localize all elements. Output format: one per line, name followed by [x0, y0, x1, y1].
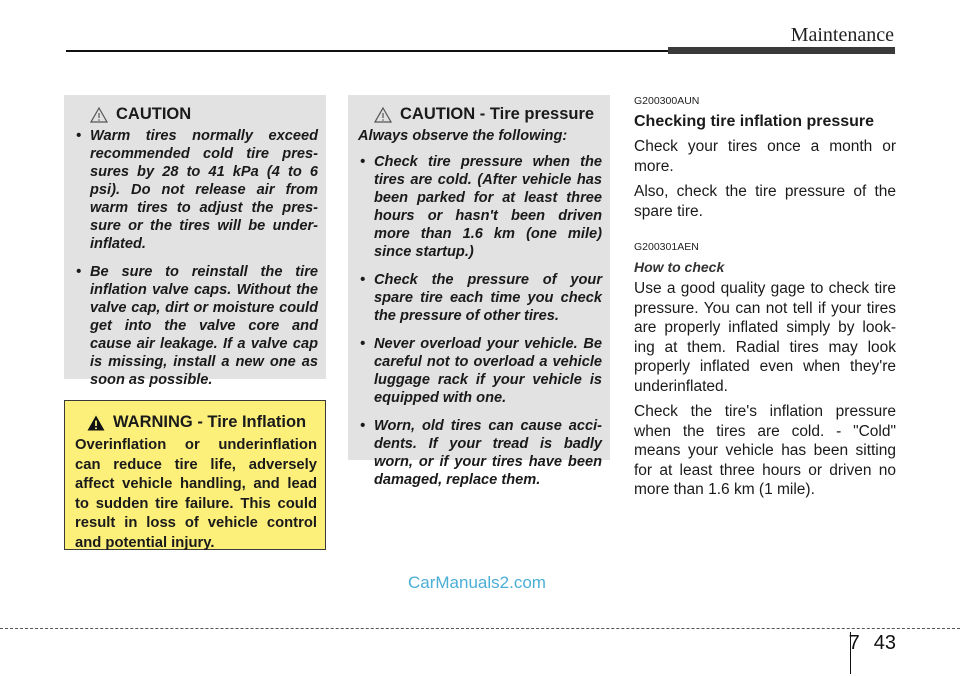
caution-item: • Be sure to reinstall the tire inflation valve caps. Without the valve cap, dirt or moisture could get into the valve core and cause air leakage. If a valve cap is missing, install a new one as soon as possible. — [74, 263, 318, 389]
caution-item: • Never overload your vehicle. Be careful not to overload a vehicle luggage rack if your vehicle is equipped with one. — [358, 335, 602, 407]
paragraph: Also, check the tire pressure of the spare tire. — [634, 183, 896, 220]
caution-triangle-icon — [90, 107, 108, 123]
caution-tire-pressure-title — [374, 105, 602, 124]
warning-triangle-icon — [87, 415, 105, 431]
warning-box — [64, 400, 326, 550]
section-title: Maintenance — [790, 24, 894, 46]
caution-tire-pressure-box — [348, 95, 610, 488]
subheading: How to check — [634, 259, 725, 275]
caution-title — [90, 105, 318, 124]
warning-title — [87, 413, 317, 432]
caution-tire-pressure-list — [358, 153, 602, 489]
caution-item: • Warm tires normally exceed recommended cold tire pres-sures by 28 to 41 kPa (4 to 6 psi). Do not release air from warm tires to adjust the pres-sure or the tires will be under-inflated. — [74, 127, 318, 253]
paragraph: Check your tires once a month or more. — [634, 138, 896, 175]
header-bar — [668, 47, 895, 54]
caution-triangle-icon — [374, 107, 392, 123]
header-rule — [66, 50, 670, 52]
caution-item: • Worn, old tires can cause acci-dents. If your tread is badly worn, or if your tires have been damaged, replace them. — [358, 417, 602, 489]
caution-list — [74, 127, 318, 389]
main-text-column — [634, 95, 896, 506]
caution-intro: Always observe the following: — [358, 128, 568, 144]
section-code: G200301AEN — [634, 241, 699, 253]
caution-title-text: CAUTION — [116, 105, 192, 123]
section-heading: Checking tire inflation pressure — [634, 113, 875, 130]
footer-rule — [0, 628, 960, 629]
paragraph: Use a good quality gage to check tire pressure. You can not tell if your tires are properly inflated simply by look-ing at them. Radial tires may look properly inflated even when they're underinflated. — [634, 280, 896, 395]
chapter-number: 7 — [848, 632, 860, 654]
paragraph: Check the tire's inflation pressure when the tires are cold. - "Cold" means your vehicle has been sitting for at least three hours or driven no more than 1.6 km (1 mile). — [634, 403, 896, 498]
caution-box — [64, 95, 326, 388]
section-code: G200300AUN — [634, 95, 700, 107]
caution-item: • Check the pressure of your spare tire each time you check the pressure of other tires. — [358, 271, 602, 325]
page-number — [849, 632, 896, 655]
page-number-value: 43 — [873, 632, 896, 654]
caution-item: • Check tire pressure when the tires are cold. (After vehicle has been parked for at least three hours or hasn't been driven more than 1.6 km (one mile) since startup.) — [358, 153, 602, 261]
caution-tire-pressure-title-text: CAUTION - Tire pressure — [400, 105, 595, 123]
warning-text: Overinflation or underinflation can reduce tire life, adversely affect vehicle handling, and lead to sudden tire failure. This could result in loss of vehicle control and potential injury. — [75, 437, 317, 551]
warning-title-text: WARNING - Tire Inflation — [113, 413, 307, 431]
watermark: CarManuals2.com — [408, 573, 546, 592]
